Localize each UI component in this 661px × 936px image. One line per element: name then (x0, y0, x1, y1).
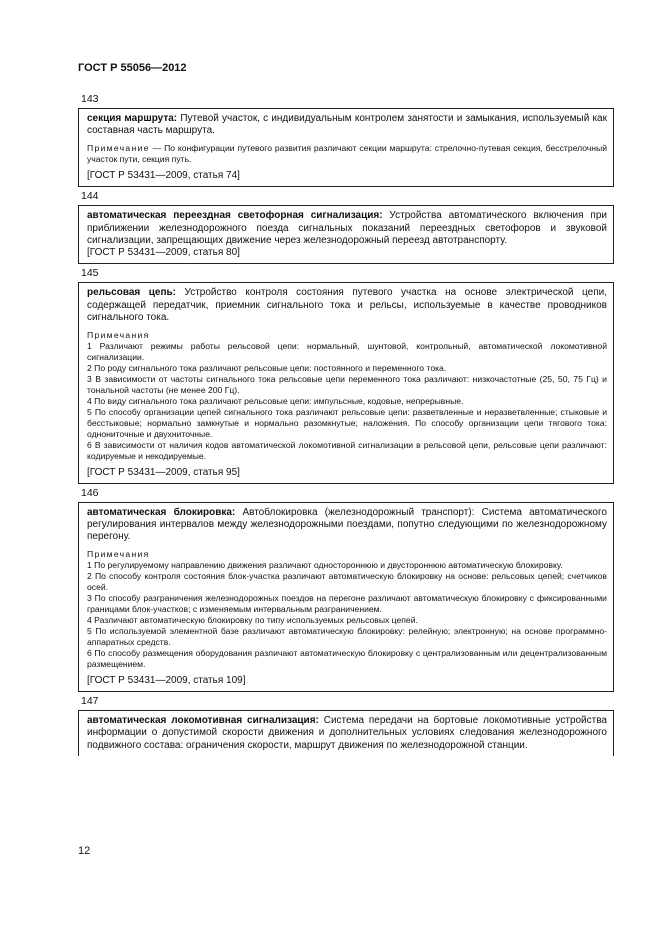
term-definition (87, 210, 607, 247)
term-name: автоматическая локомотивная сигнализация: (87, 714, 319, 726)
source-reference: [ГОСТ Р 53431—2009, статья 95] (87, 466, 240, 478)
term-entry-143 (78, 93, 614, 187)
entry-box (78, 282, 614, 483)
entry-box (78, 205, 614, 264)
standard-designation: ГОСТ Р 55056—2012 (78, 62, 187, 74)
term-entry-144 (78, 190, 614, 264)
term-definition (87, 287, 607, 324)
note-item: 2 По роду сигнального тока различают рельсовые цепи: постоянного и переменного тока. (87, 362, 447, 373)
note-item: 2 По способу контроля состояния блок-участка различают автоматическую блокировку на основе: рельсовых цепей; счетчиков осей. (87, 570, 607, 592)
entry-number: 145 (81, 267, 99, 280)
note-item: 3 В зависимости от частоты сигнального тока рельсовые цепи переменного тока различают: низкочастотные (25, 50, 75 Гц) и тональной частоты (не менее 200 Гц). (87, 373, 607, 395)
entry-number: 146 (81, 486, 99, 499)
term-name: автоматическая переездная светофорная сигнализация: (87, 210, 383, 222)
source-reference: [ГОСТ Р 53431—2009, статья 109] (87, 674, 246, 686)
term-entry-145 (78, 267, 614, 483)
note-item: 1 По регулируемому направлению движения различают одностороннюю и двустороннюю автоматическую блокировку. (87, 559, 563, 570)
term-name: автоматическая блокировка: (87, 506, 236, 518)
note-item: 6 В зависимости от наличия кодов автоматической локомотивной сигнализации в рельсовой цепи, рельсовые цепи различают: кодируемые и некодируемые. (87, 439, 607, 461)
note-label: Примечание (87, 142, 150, 153)
note-item: 1 Различают режимы работы рельсовой цепи: нормальный, шунтовой, контрольный, автоматической локомотивной сигнализации. (87, 340, 607, 362)
term-entry-146 (78, 487, 614, 692)
note-item: 5 По способу организации цепей сигнального тока различают рельсовые цепи: разветвленные и неразветвленные; стыковые и бесстыковые; нормально замкнутые и нормально разомкнутые; наложения. По способу организации цепи тягового тока: однониточные и двухниточные. (87, 406, 607, 439)
definition-text: Автоблокировка (железнодорожный транспорт): Система автоматического регулирования интервалов между железнодорожными поездами, попутно следующими по железнодорожному перегону. (87, 506, 607, 543)
notes-label: Примечания (87, 548, 150, 559)
source-reference: [ГОСТ Р 53431—2009, статья 80] (87, 247, 240, 259)
notes-block (87, 330, 607, 462)
page-number: 12 (78, 845, 91, 857)
definition-text: Устройство контроля состояния путевого участка на основе электрической цепи, содержащей передатчик, приемник сигнального тока и рельсы, используемые в качестве проводников сигнального тока. (87, 287, 607, 324)
entry-number: 144 (81, 190, 99, 203)
note (87, 143, 607, 165)
terms-list (78, 93, 614, 759)
term-definition (87, 113, 607, 138)
notes-block (87, 549, 607, 670)
term-name: рельсовая цепь: (87, 287, 176, 299)
term-definition (87, 507, 607, 544)
notes-label: Примечания (87, 329, 150, 340)
note-item: 4 Различают автоматическую блокировку по типу используемых рельсовых цепей. (87, 614, 418, 625)
note-item: 3 По способу разграничения железнодорожных поездов на перегоне различают автоматическую блокировку с фиксированными границами блок-участков; с изменяемым интервальным разграничением. (87, 592, 607, 614)
note-text: — По конфигурации путевого развития различают секции маршрута: стрелочно-путевая секция, бесстрелочный участок пути, секция путь. (87, 142, 607, 165)
term-name: секция маршрута: (87, 113, 178, 124)
definition-text: Устройства автоматического включения при приближении железнодорожного поезда сигнальных показаний переездных светофоров и звуковой сигнализации, запрещающих движение через железнодорожный переезд автотранспорту. (87, 210, 607, 247)
term-entry-147 (78, 695, 614, 756)
note-item: 5 По используемой элементной базе различают автоматическую блокировку: релейную; электронную; на основе программно-аппаратных средств. (87, 625, 607, 647)
definition-text: Система передачи на бортовые локомотивные устройства информации о допустимой скорости движения и дополнительных условиях следования железнодорожного подвижного состава: ограничения скорости, маршрут движения по железнодорожной станции. (87, 714, 607, 751)
entry-number: 143 (81, 93, 99, 105)
term-definition (87, 715, 607, 752)
note-item: 6 По способу размещения оборудования различают автоматическую блокировку с централизованным или децентрализованным размещением. (87, 647, 607, 669)
source-reference: [ГОСТ Р 53431—2009, статья 74] (87, 170, 240, 182)
entry-box (78, 502, 614, 692)
note-item: 4 По виду сигнального тока различают рельсовые цепи: импульсные, кодовые, непрерывные. (87, 395, 464, 406)
entry-box (78, 108, 614, 187)
entry-box (78, 710, 614, 756)
definition-text: Путевой участок, с индивидуальным контролем занятости и замыкания, используемый как составная часть маршрута. (87, 113, 607, 137)
entry-number: 147 (81, 694, 99, 707)
